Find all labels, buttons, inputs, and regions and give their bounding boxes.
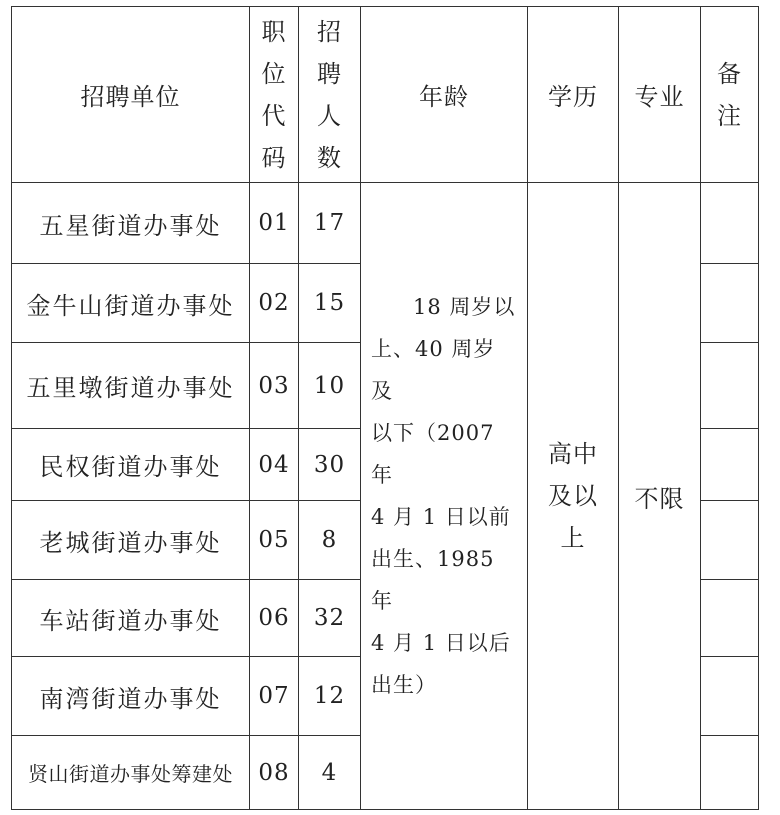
header-row [12, 7, 759, 183]
remark-cell [701, 657, 759, 736]
code-cell: 04 [250, 429, 299, 501]
remark-cell [701, 183, 759, 264]
unit-cell: 五星街道办事处 [12, 183, 250, 264]
education-line: 及以 [548, 482, 598, 510]
header-remark-char: 备 [717, 59, 742, 88]
age-line: 上、40 周岁及 [371, 337, 496, 403]
age-line: 4 月 1 日以后 [371, 631, 511, 655]
count-cell: 8 [299, 501, 361, 580]
code-cell: 07 [250, 657, 299, 736]
header-unit: 招聘单位 [12, 7, 250, 183]
unit-cell: 五里墩街道办事处 [12, 343, 250, 429]
count-cell: 10 [299, 343, 361, 429]
age-line: 出生） [371, 673, 437, 697]
count-cell: 4 [299, 736, 361, 810]
unit-cell: 车站街道办事处 [12, 580, 250, 657]
age-line: 出生、1985 年 [371, 547, 495, 613]
code-cell: 01 [250, 183, 299, 264]
age-line: 4 月 1 日以前 [371, 505, 511, 529]
header-education: 学历 [528, 7, 619, 183]
code-cell: 06 [250, 580, 299, 657]
remark-cell [701, 501, 759, 580]
header-code-char: 职 [261, 17, 287, 46]
count-cell: 30 [299, 429, 361, 501]
code-cell: 08 [250, 736, 299, 810]
unit-cell: 贤山街道办事处筹建处 [12, 736, 250, 810]
header-code [250, 7, 299, 183]
recruitment-table [11, 6, 759, 810]
unit-cell: 金牛山街道办事处 [12, 264, 250, 343]
table-row [12, 183, 759, 264]
header-code-char: 位 [261, 59, 287, 88]
major-cell: 不限 [619, 183, 701, 810]
age-cell [361, 183, 528, 810]
header-count-char: 人 [317, 101, 342, 130]
remark-cell [701, 429, 759, 501]
unit-cell: 南湾街道办事处 [12, 657, 250, 736]
remark-cell [701, 343, 759, 429]
age-line: 以下（2007 年 [371, 421, 495, 487]
count-cell: 32 [299, 580, 361, 657]
age-line: 18 周岁以 [413, 295, 516, 319]
header-remark-char: 注 [717, 101, 742, 130]
header-code-char: 代 [261, 101, 287, 130]
remark-cell [701, 580, 759, 657]
count-cell: 15 [299, 264, 361, 343]
education-line: 高中 [548, 440, 598, 468]
education-line: 上 [560, 524, 586, 552]
count-cell: 12 [299, 657, 361, 736]
remark-cell [701, 736, 759, 810]
header-count-char: 聘 [317, 59, 342, 88]
header-count-char: 招 [317, 17, 342, 46]
education-cell [528, 183, 619, 810]
header-age: 年龄 [361, 7, 528, 183]
remark-cell [701, 264, 759, 343]
unit-cell: 民权街道办事处 [12, 429, 250, 501]
code-cell: 02 [250, 264, 299, 343]
header-count-char: 数 [317, 143, 342, 172]
count-cell: 17 [299, 183, 361, 264]
unit-cell: 老城街道办事处 [12, 501, 250, 580]
header-code-char: 码 [261, 143, 287, 172]
header-count [299, 7, 361, 183]
header-major: 专业 [619, 7, 701, 183]
code-cell: 03 [250, 343, 299, 429]
code-cell: 05 [250, 501, 299, 580]
header-remark [701, 7, 759, 183]
